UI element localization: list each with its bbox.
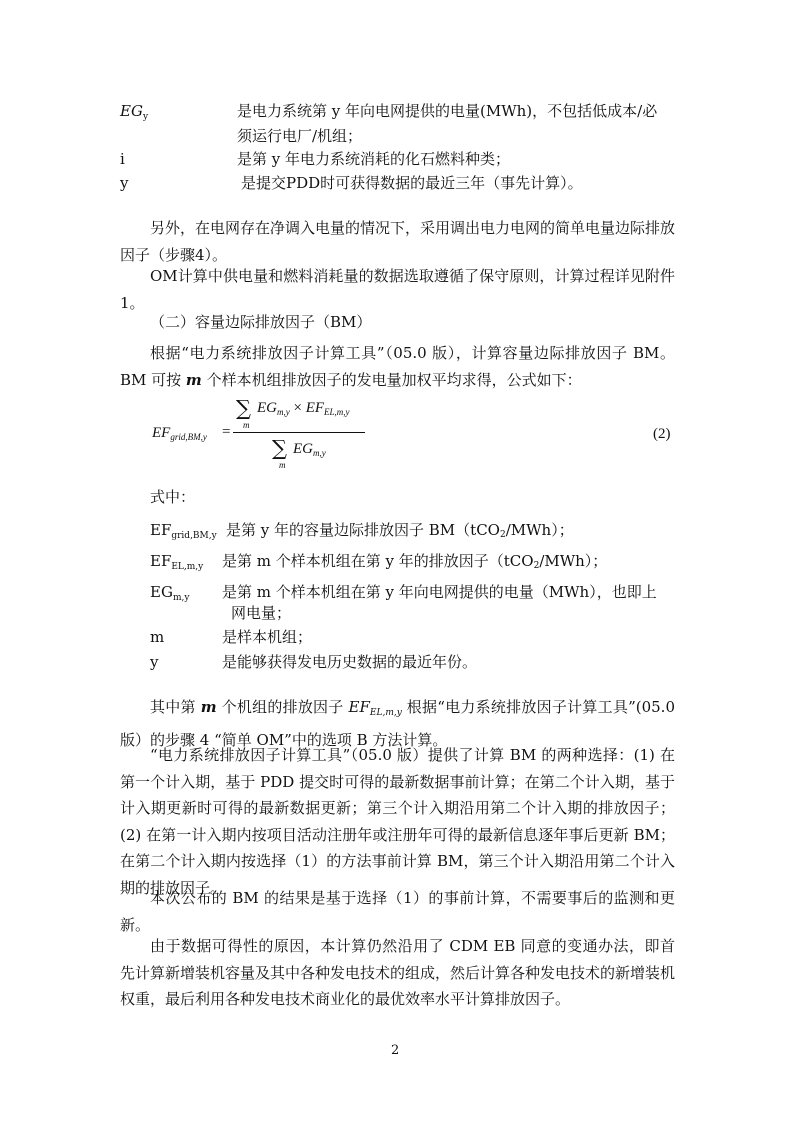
bm-def-term-ef-el: $EF_{EL,m,y}$ — [150, 552, 204, 572]
where-label: 式中： — [150, 488, 196, 506]
def-text-y: 是提交PDD时可获得数据的最近三年（事先计算）。 — [241, 174, 583, 192]
sum-index-denominator: m — [279, 460, 286, 470]
page-number: 2 — [391, 1043, 400, 1058]
fraction-bar — [233, 432, 365, 433]
def-text-egy-line2: 须运行电厂/机组； — [237, 127, 363, 145]
sum-symbol-denominator: ∑ — [272, 436, 287, 460]
paragraph-bm-options: “电力系统排放因子计算工具”（05.0 版）提供了计算 BM 的两种选择：(1) 在第一个计入期，基于 PDD 提交时可得的最新数据事前计算；在第二个计入期，基于计入期更新时可得的最新数据更新；第三个计入期沿用第二个计入期的排放因子；(2) 在第一计入期内按项目活动注册年或注册年可得的最新信息逐年事后更新 BM；在第二个计入期内按选择（1）的方法事前计算 BM，第三个计入期沿用第二个计入期的排放因子。 — [120, 746, 675, 897]
paragraph-bm-result: 本次公布的 BM 的结果是基于选择（1）的事前计算，不需要事后的监测和更新。 — [120, 889, 675, 934]
paragraph-net-import: 另外，在电网存在净调入电量的情况下，采用调出电力电网的简单电量边际排放因子（步骤4）。 — [120, 219, 676, 264]
bm-def-text-eg-line2: 网电量； — [231, 604, 292, 622]
bm-def-term-m: m — [150, 628, 165, 646]
bm-def-text-y: 是能够获得发电历史数据的最近年份。 — [222, 653, 478, 671]
def-term-i: i — [120, 150, 125, 168]
bm-def-term-y: y — [150, 653, 159, 671]
formula-lhs: $EF_{grid,BM,y}$ — [152, 425, 207, 442]
sum-index-numerator: m — [243, 420, 250, 430]
def-term-y: y — [120, 174, 129, 192]
section-heading-bm: （二）容量边际排放因子（BM） — [150, 313, 372, 331]
paragraph-om-conservative: OM计算中供电量和燃料消耗量的数据选取遵循了保守原则，计算过程详见附件1。 — [120, 267, 675, 312]
bm-def-term-ef-grid: $EF_{grid,BM,y}$ — [150, 521, 217, 541]
def-text-i: 是第 y 年电力系统消耗的化石燃料种类； — [237, 150, 511, 168]
def-text-egy-line1: 是电力系统第 y 年向电网提供的电量(MWh)，不包括低成本/必 — [237, 102, 658, 120]
paragraph-bm-intro: 根据“电力系统排放因子计算工具”（05.0 版），计算容量边际排放因子 BM。BM 可按 m 个样本机组排放因子的发电量加权平均求得，公式如下： — [120, 344, 675, 389]
formula-number: (2) — [653, 426, 671, 442]
paragraph-data-availability: 由于数据可得性的原因，本计算仍然沿用了 CDM EB 同意的变通办法，即首先计算新增装机容量及其中各种发电技术的组成，然后计算各种发电技术的新增装机权重，最后利用各种发电技术商业化的最优效率水平计算排放因子。 — [120, 937, 676, 1008]
sum-symbol-numerator: ∑ — [236, 396, 251, 420]
bm-def-text-ef-grid: 是第 y 年的容量边际排放因子 BM（tCO2/MWh）； — [226, 521, 574, 540]
formula-numerator: $EG_{m,y} \times EF_{EL,m,y}$ — [257, 400, 350, 417]
bm-def-term-eg: $EG_{m,y}$ — [150, 583, 190, 603]
formula-equals: = — [222, 424, 231, 440]
bm-def-text-eg-line1: 是第 m 个样本机组在第 y 年向电网提供的电量（MWh），也即上 — [222, 583, 657, 601]
paragraph-m-units-ef: 其中第 m 个机组的排放因子 $EF_{EL,m,y}$ 根据“电力系统排放因子计算工具”(05.0 版）的步骤 4 “简单 OM”中的选项 B 方法计算。 — [120, 698, 675, 749]
formula-denominator: $EG_{m,y}$ — [293, 441, 326, 458]
bm-def-text-ef-el: 是第 m 个样本机组在第 y 年的排放因子（tCO2/MWh）； — [222, 552, 608, 571]
def-term-egy: $EG_y$ — [120, 102, 149, 122]
bm-def-text-m: 是样本机组； — [222, 628, 313, 646]
